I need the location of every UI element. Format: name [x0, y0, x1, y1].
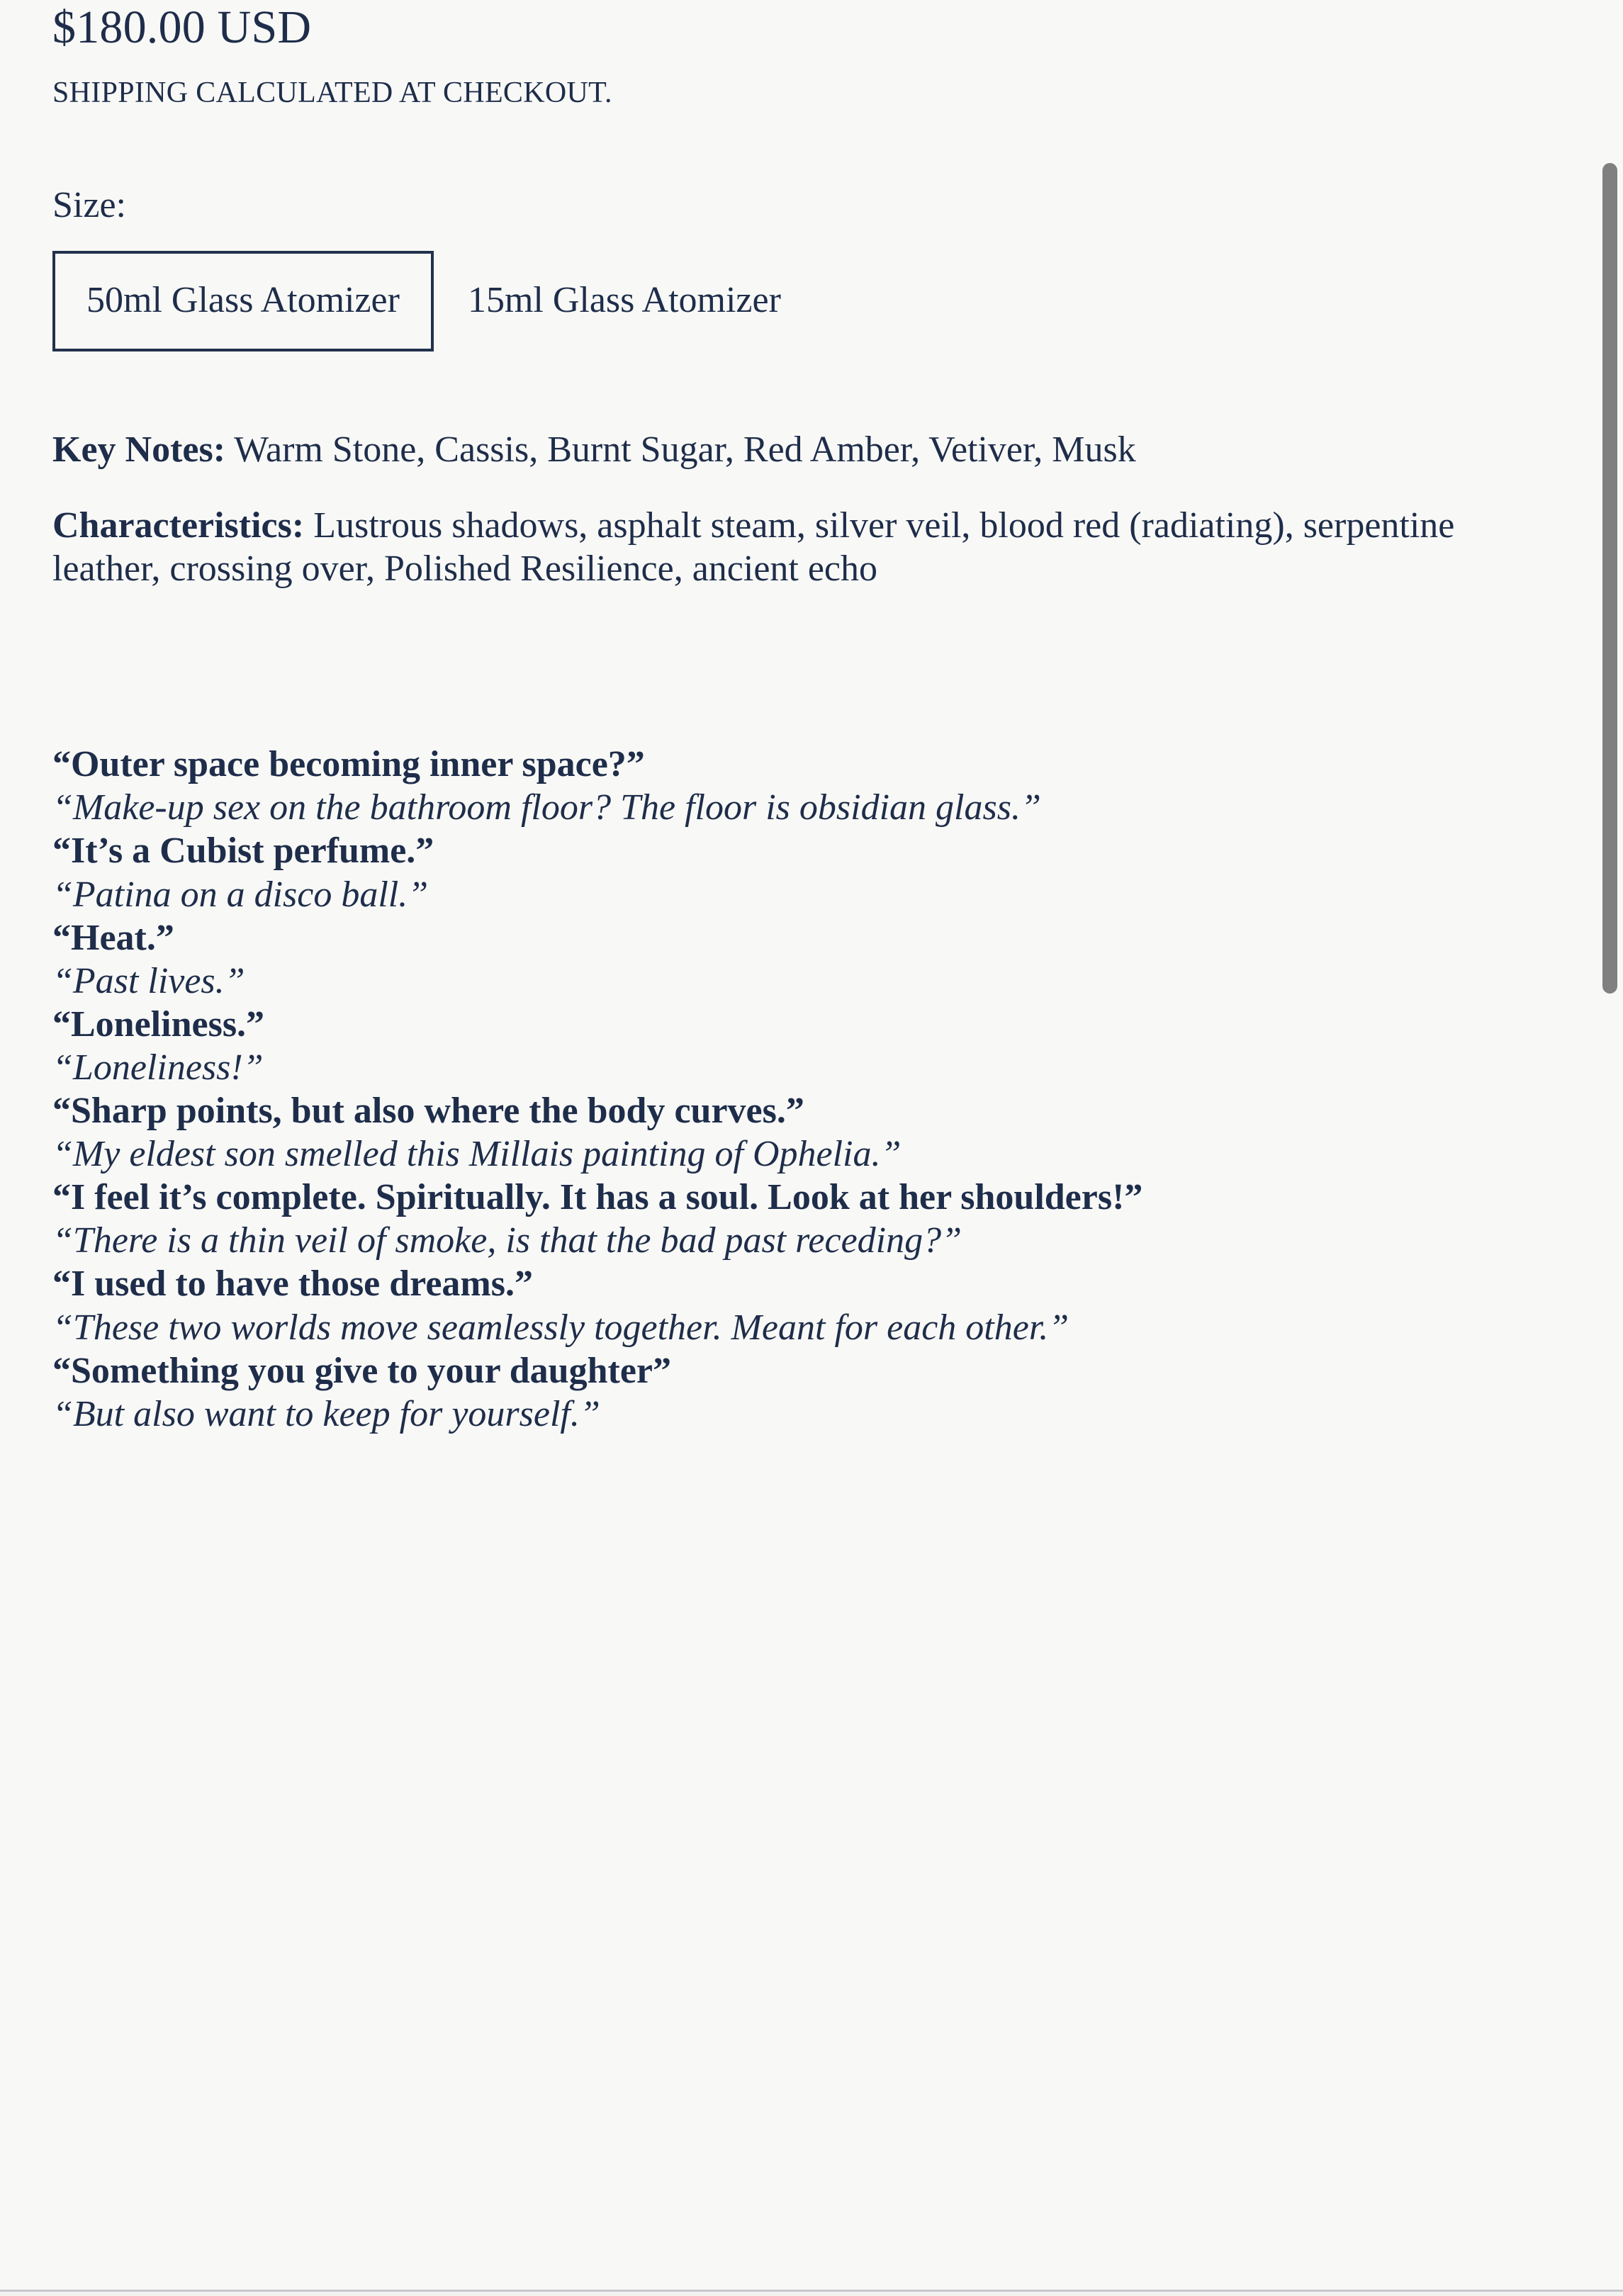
quote-line: “Make-up sex on the bathroom floor? The floor is obsidian glass.” — [52, 787, 1041, 828]
quote-line: “Outer space becoming inner space?” — [52, 744, 645, 785]
bottom-edge-fill — [0, 2292, 1623, 2296]
quote-line: “My eldest son smelled this Millais painting of Ophelia.” — [52, 1134, 902, 1175]
detail-paragraph — [52, 428, 1552, 471]
quote-line: “I feel it’s complete. Spiritually. It has a soul. Look at her shoulders!” — [52, 1177, 1143, 1218]
quote-line: “Something you give to your daughter” — [52, 1350, 671, 1391]
quote-line: “I used to have those dreams.” — [52, 1264, 533, 1305]
customer-quotes-list — [52, 590, 1534, 1436]
detail-label: Characteristics: — [52, 505, 305, 546]
size-option-1[interactable] — [52, 251, 434, 351]
product-price: $180.00 USD — [52, 1, 312, 53]
quote-line: “Loneliness.” — [52, 1003, 265, 1045]
quote-line: “Patina on a disco ball.” — [52, 874, 429, 915]
quote-line: “But also want to keep for yourself.” — [52, 1393, 600, 1434]
detail-paragraph — [52, 504, 1552, 590]
quote-line: “There is a thin veil of smoke, is that the bad past receding?” — [52, 1220, 962, 1261]
size-option-list — [52, 224, 1552, 351]
detail-label: Key Notes: — [52, 429, 226, 470]
size-option-label: 50ml Glass Atomizer — [86, 280, 400, 320]
size-option-label: 15ml Glass Atomizer — [467, 280, 781, 320]
quote-line: “Sharp points, but also where the body curves.” — [52, 1091, 804, 1132]
quote-line: “It’s a Cubist perfume.” — [52, 831, 434, 872]
bottom-divider — [0, 2290, 1623, 2292]
detail-value: Lustrous shadows, asphalt steam, silver veil, blood red (radiating), serpentine leather, crossing over, Polished Resilience, ancient echo — [52, 505, 1455, 590]
product-details — [52, 351, 1552, 590]
quote-line: “Loneliness!” — [52, 1047, 264, 1088]
size-selector — [52, 108, 1552, 351]
shipping-note: SHIPPING CALCULATED AT CHECKOUT. — [52, 77, 612, 109]
quote-line: “These two worlds move seamlessly together. Meant for each other.” — [52, 1307, 1069, 1348]
vertical-scrollbar[interactable] — [1597, 0, 1623, 2296]
quote-line: “Heat.” — [52, 917, 174, 958]
quote-line: “Past lives.” — [52, 960, 245, 1001]
price-block — [52, 0, 1552, 108]
size-option-2[interactable] — [434, 251, 815, 351]
scrollbar-thumb[interactable] — [1602, 163, 1617, 994]
size-selector-label: Size: — [52, 185, 126, 225]
detail-value: Warm Stone, Cassis, Burnt Sugar, Red Amber, Vetiver, Musk — [225, 429, 1136, 470]
